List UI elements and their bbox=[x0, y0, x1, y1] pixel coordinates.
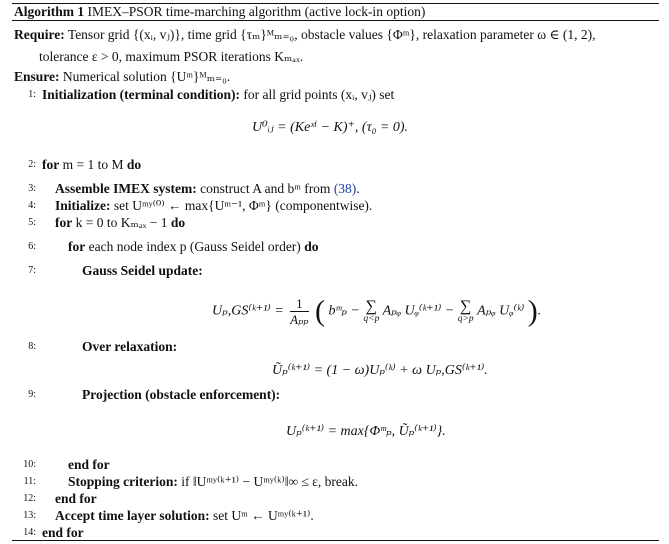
step-for-m: for m = 1 to M do bbox=[42, 157, 142, 172]
step-init: Initialization (terminal condition): for all grid points (xᵢ, vⱼ) set bbox=[42, 87, 395, 102]
step-gauss-seidel: Gauss Seidel update: bbox=[82, 263, 203, 278]
eq-initial-condition: U⁰ᵢⱼ = (Keˣⁱ − K)⁺, (τ₀ = 0). bbox=[252, 120, 409, 135]
step-projection: Projection (obstacle enforcement): bbox=[82, 387, 281, 402]
ensure-line: Ensure: Numerical solution {Uᵐ}ᴹₘ₌₀. bbox=[14, 69, 231, 84]
step-assemble: Assemble IMEX system: construct A and bᵐ from (38). bbox=[55, 181, 360, 196]
sum-operator: ∑ q>p bbox=[457, 297, 474, 324]
line-number: 7: bbox=[28, 265, 36, 276]
fraction: $\frac{1}{\text{Aₚₚ}}$ bbox=[290, 296, 309, 327]
eq-projection: Uₚ⁽ᵏ⁺¹⁾ = max{Φᵐₚ, Ũₚ⁽ᵏ⁺¹⁾}. bbox=[286, 424, 446, 439]
step-end-for-m: end for bbox=[42, 525, 84, 540]
equation-reference-link[interactable]: (38) bbox=[333, 181, 357, 196]
step-stopping: Stopping criterion: if ‖Uᵐʸ⁽ᵏ⁺¹⁾ − Uᵐʸ⁽ᵏ⁾‖∞ ≤ ε, break. bbox=[68, 474, 359, 489]
step-for-k: for k = 0 to Kₘₐₓ − 1 do bbox=[55, 215, 186, 230]
title-rule bbox=[12, 20, 659, 21]
step-end-for-p: end for bbox=[68, 457, 110, 472]
require-line-2: tolerance ε > 0, maximum PSOR iterations Kₘₐₓ. bbox=[39, 49, 304, 64]
step-end-for-k: end for bbox=[55, 491, 97, 506]
line-number: 3: bbox=[28, 183, 36, 194]
line-number: 13: bbox=[23, 510, 36, 521]
line-number: 4: bbox=[28, 200, 36, 211]
line-number: 10: bbox=[23, 459, 36, 470]
sum-operator: ∑ q<p bbox=[363, 297, 380, 324]
line-number: 11: bbox=[23, 476, 36, 487]
step-over-relaxation: Over relaxation: bbox=[82, 339, 178, 354]
eq-over-relaxation: Ũₚ⁽ᵏ⁺¹⁾ = (1 − ω)Uₚ⁽ᵏ⁾ + ω Uₚ,GS⁽ᵏ⁺¹⁾. bbox=[272, 363, 488, 378]
line-number: 8: bbox=[28, 341, 36, 352]
step-accept: Accept time layer solution: set Uᵐ ← Uᵐʸ⁽ᵏ⁺¹⁾. bbox=[55, 508, 314, 523]
require-line: Require: Tensor grid {(xᵢ, vⱼ)}, time grid {τₘ}ᴹₘ₌₀, obstacle values {Φᵐ}, relaxation parameter ω ∈ (1, 2), bbox=[14, 27, 596, 42]
eq-gauss-seidel: Uₚ,GS⁽ᵏ⁺¹⁾ = $\frac{1}{\text{Aₚₚ}}$ ( bᵐₚ − ∑ q<p Aₚᵩ Uᵩ⁽ᵏ⁺¹⁾ − ∑ q>p Aₚᵩ Uᵩ⁽ᵏ⁾ ). bbox=[212, 294, 542, 328]
line-number: 9: bbox=[28, 389, 36, 400]
line-number: 12: bbox=[23, 493, 36, 504]
line-number: 5: bbox=[28, 217, 36, 228]
line-number: 1: bbox=[28, 89, 36, 100]
line-number: 14: bbox=[23, 527, 36, 538]
line-number: 2: bbox=[28, 159, 36, 170]
step-for-p: for each node index p (Gauss Seidel order) do bbox=[68, 239, 319, 254]
bottom-rule bbox=[12, 540, 659, 541]
step-initialize: Initialize: set Uᵐʸ⁽⁰⁾ ← max{Uᵐ⁻¹, Φᵐ} (componentwise). bbox=[55, 198, 373, 213]
line-number: 6: bbox=[28, 241, 36, 252]
algorithm-title: Algorithm 1 IMEX–PSOR time-marching algorithm (active lock-in option) bbox=[14, 4, 426, 19]
